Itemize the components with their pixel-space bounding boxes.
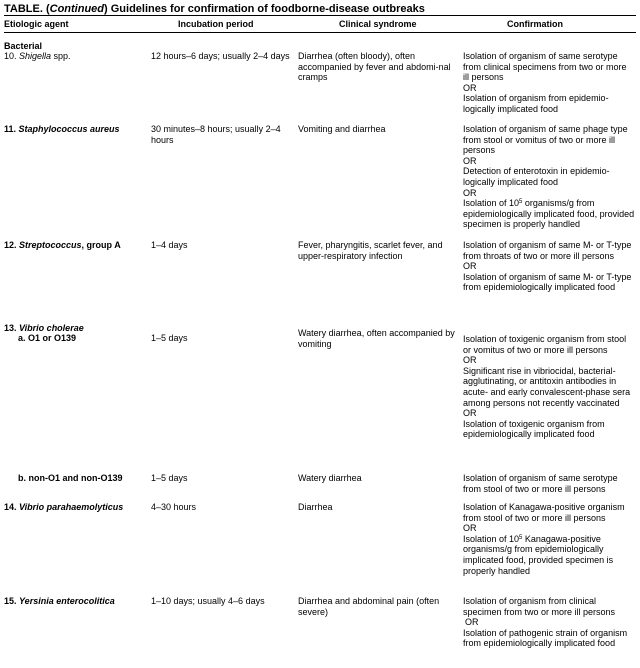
row13-agent: 13. Vibrio cholerae (4, 323, 84, 333)
table-title: TABLE. (Continued) Guidelines for confirmation of foodborne-disease outbreaks (4, 3, 425, 15)
row13a-incubation: 1–5 days (151, 333, 188, 343)
row14-confirmation: Isolation of Kanagawa-positive organism from stool of two or more ill persons OR Isolation of $10^5$ Kanagawa-positive organisms/g from epidemiologically implicated food, provided specimen is properly handled (463, 502, 625, 576)
row12-confirmation: Isolation of organism of same M- or T-type from throats of two or more ill persons OR Isolation of organism of same M- or T-type from epidemiologically implicated food (463, 240, 632, 293)
row11-syndrome: Vomiting and diarrhea (298, 124, 386, 134)
row11-incubation: 30 minutes–8 hours; usually 2–4 hours (151, 124, 281, 145)
row13a-confirmation: Isolation of toxigenic organism from stool or vomitus of two or more ill persons OR Significant rise in vibriocidal, bacterial-agglutinating, or antitoxin antibodies in acute- and early convalescent-phase sera among persons not recently vaccinated OR Isolation of toxigenic organism from epidemiologically implicated food (463, 334, 631, 440)
row10-incubation: 12 hours–6 days; usually 2–4 days (151, 51, 290, 61)
row13a-label: a. O1 or O139 (18, 333, 77, 343)
row13b-syndrome: Watery diarrhea (298, 473, 362, 483)
title-rule (4, 15, 636, 16)
row15-agent: 15. Yersinia enterocolitica (4, 596, 115, 606)
header-rule (4, 32, 636, 33)
row13b-incubation: 1–5 days (151, 473, 188, 483)
row10-agent: 10. Shigella spp. (4, 51, 71, 61)
section-bacterial: Bacterial (4, 41, 43, 51)
header-incubation: Incubation period (178, 19, 254, 29)
row14-agent: 14. Vibrio parahaemolyticus (4, 502, 124, 512)
header-confirmation: Confirmation (507, 19, 563, 29)
header-syndrome: Clinical syndrome (339, 19, 417, 29)
row13b-label: b. non-O1 and non-O139 (18, 473, 123, 483)
row15-confirmation: Isolation of organism from clinical specimen from two or more ill persons OR Isolation of pathogenic strain of organism from epidemiologically implicated food (463, 596, 628, 649)
row14-syndrome: Diarrhea (298, 502, 333, 512)
row10-confirmation: Isolation of organism of same serotype from clinical specimens from two or more ill persons OR Isolation of organism from epidemio-logically implicated food (463, 51, 627, 114)
row12-incubation: 1–4 days (151, 240, 188, 250)
header-agent: Etiologic agent (4, 19, 69, 29)
row12-agent: 12. Streptococcus, group A (4, 240, 121, 250)
row11-agent: 11. Staphylococcus aureus (4, 124, 120, 134)
row13b-confirmation: Isolation of organism of same serotype from stool of two or more ill persons (463, 473, 618, 494)
row15-incubation: 1–10 days; usually 4–6 days (151, 596, 265, 606)
row13a-syndrome: Watery diarrhea, often accompanied by vomiting (298, 328, 455, 349)
row12-syndrome: Fever, pharyngitis, scarlet fever, and upper-respiratory infection (298, 240, 443, 261)
row14-incubation: 4–30 hours (151, 502, 197, 512)
row10-syndrome: Diarrhea (often bloody), often accompanied by fever and abdomi-nal cramps (298, 51, 451, 83)
row11-confirmation: Isolation of organism of same phage type from stool or vomitus of two or more ill persons OR Detection of enterotoxin in epidemio-logically implicated food OR Isolation of $10^5$ organisms/g from epidemiologically implicated food, provided specimen is properly handled (463, 124, 635, 230)
row15-syndrome: Diarrhea and abdominal pain (often severe) (298, 596, 440, 617)
